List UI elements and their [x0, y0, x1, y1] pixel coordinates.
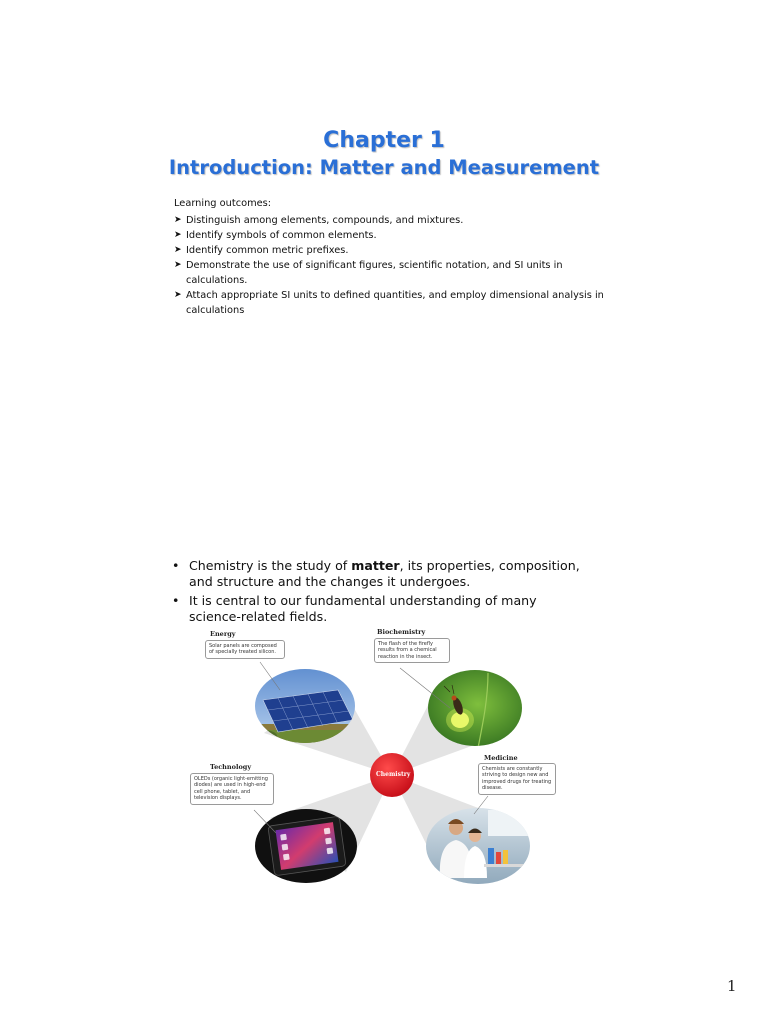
energy-label: Energy [210, 630, 236, 638]
arrowhead-bullet-icon: ➤ [174, 260, 182, 270]
bullet-item [172, 593, 592, 625]
learning-outcomes-heading: Learning outcomes: [174, 198, 272, 209]
energy-note: Solar panels are composed of specially treated silicon. [205, 640, 285, 659]
bullet-dot-icon: • [172, 593, 180, 608]
learning-outcome-item [174, 213, 604, 228]
arrowhead-bullet-icon: ➤ [174, 245, 182, 255]
learning-outcome-item [174, 258, 604, 288]
learning-outcome-item [174, 228, 604, 243]
arrowhead-bullet-icon: ➤ [174, 290, 182, 300]
technology-label: Technology [210, 763, 252, 771]
medicine-label: Medicine [484, 754, 518, 762]
chemistry-central-science-figure [188, 628, 560, 890]
learning-outcome-text: Identify common metric prefixes. [186, 245, 349, 256]
learning-outcome-text: Attach appropriate SI units to defined quantities, and employ dimensional analysis in calculations [186, 290, 604, 316]
learning-outcome-text: Demonstrate the use of significant figures, scientific notation, and SI units in calculations. [186, 260, 563, 286]
technology-note: OLEDs (organic light-emitting diodes) are used in high-end cell phone, tablet, and television displays. [190, 773, 274, 805]
biochemistry-note: The flash of the firefly results from a chemical reaction in the insect. [374, 638, 450, 663]
chemistry-definition-bullets [172, 558, 592, 628]
bullet-text-start: Chemistry is the study of [189, 558, 352, 573]
chapter-subtitle: Introduction: Matter and Measurement [168, 156, 600, 179]
medicine-note: Chemists are constantly striving to design new and improved drugs for treating disease. [478, 763, 556, 795]
bullet-text-end: , its properties, composition, and structure and the changes it undergoes. [189, 558, 580, 589]
learning-outcome-item [174, 243, 604, 258]
learning-outcome-item [174, 288, 604, 318]
bullet-text-bold: matter [351, 558, 400, 573]
chapter-title: Chapter 1 [323, 128, 445, 153]
slide-chapter-intro [158, 122, 610, 326]
page-number: 1 [727, 977, 737, 995]
bullet-item [172, 558, 592, 590]
hub-label: Chemistry [376, 771, 411, 778]
arrowhead-bullet-icon: ➤ [174, 215, 182, 225]
arrowhead-bullet-icon: ➤ [174, 230, 182, 240]
learning-outcomes-list [174, 213, 604, 318]
bullet-text: It is central to our fundamental understanding of many science-related fields. [189, 593, 537, 624]
biochemistry-label: Biochemistry [377, 628, 426, 636]
bullet-dot-icon: • [172, 558, 180, 573]
learning-outcome-text: Distinguish among elements, compounds, and mixtures. [186, 215, 464, 226]
learning-outcome-text: Identify symbols of common elements. [186, 230, 377, 241]
